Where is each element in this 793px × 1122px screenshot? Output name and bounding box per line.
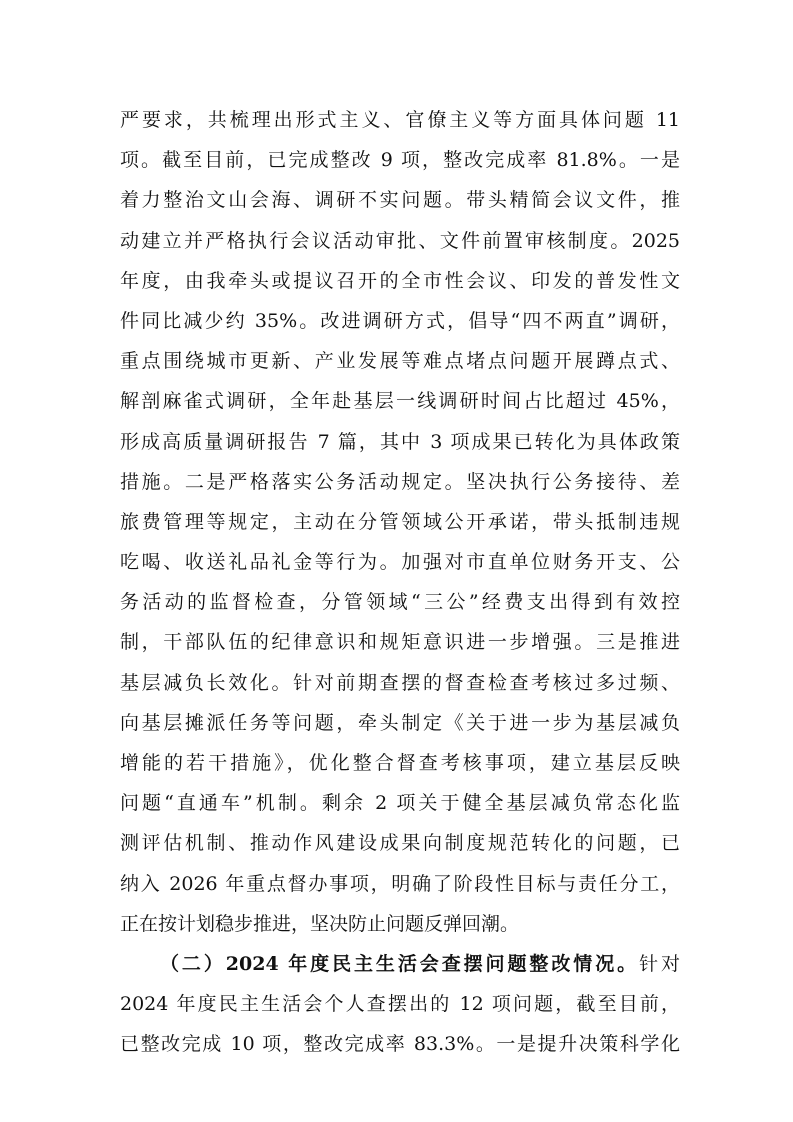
section-2-heading-rest: 针对 — [639, 952, 680, 975]
body-text — [120, 100, 680, 1065]
text-line: 制，干部队伍的纪律意识和规矩意识进一步增强。三是推进 — [120, 631, 680, 654]
text-line: 措施。二是严格落实公务活动规定。坚决执行公务接待、差 — [120, 470, 680, 493]
text-line: 向基层摊派任务等问题，牵头制定《关于进一步为基层减负 — [120, 711, 680, 734]
text-line: 2024 年度民主生活会个人查摆出的 12 项问题，截至目前， — [120, 993, 680, 1016]
text-line: 项。截至目前，已完成整改 9 项，整改完成率 81.8%。一是 — [120, 149, 680, 172]
text-line: 增能的若干措施》，优化整合督查考核事项，建立基层反映 — [120, 752, 680, 774]
section-2-heading-line — [120, 944, 680, 984]
text-line: 着力整治文山会海、调研不实问题。带头精简会议文件，推 — [120, 189, 680, 212]
text-line: 吃喝、收送礼品礼金等行为。加强对市直单位财务开支、公 — [120, 551, 680, 574]
text-line: 动建立并严格执行会议活动审批、文件前置审核制度。2025 — [120, 229, 680, 252]
text-line: 件同比减少约 35%。改进调研方式，倡导“四不两直”调研， — [120, 309, 680, 332]
text-line: 问题“直通车”机制。剩余 2 项关于健全基层减负常态化监 — [120, 792, 680, 815]
text-line: 严要求，共梳理出形式主义、官僚主义等方面具体问题 11 — [120, 109, 680, 131]
text-line: 年度，由我牵头或提议召开的全市性会议、印发的普发性文 — [120, 269, 680, 292]
text-line: 已整改完成 10 项，整改完成率 83.3%。一是提升决策科学化 — [120, 1033, 680, 1056]
text-line: 基层减负长效化。针对前期查摆的督查检查考核过多过频、 — [120, 671, 680, 694]
section-2-heading: （二）2024 年度民主生活会查摆问题整改情况。 — [160, 952, 640, 975]
text-line: 重点围绕城市更新、产业发展等难点堵点问题开展蹲点式、 — [120, 350, 680, 373]
text-line: 务活动的监督检查，分管领域“三公”经费支出得到有效控 — [120, 591, 680, 614]
text-line: 测评估机制、推动作风建设成果向制度规范转化的问题，已 — [120, 832, 680, 855]
text-line: 纳入 2026 年重点督办事项，明确了阶段性目标与责任分工， — [120, 872, 680, 895]
text-line: 旅费管理等规定，主动在分管领域公开承诺，带头抵制违规 — [120, 510, 680, 533]
text-line: 解剖麻雀式调研，全年赴基层一线调研时间占比超过 45%， — [120, 390, 680, 413]
text-line: 正在按计划稳步推进，坚决防止问题反弹回潮。 — [120, 912, 520, 935]
text-line: 形成高质量调研报告 7 篇，其中 3 项成果已转化为具体政策 — [120, 430, 680, 453]
